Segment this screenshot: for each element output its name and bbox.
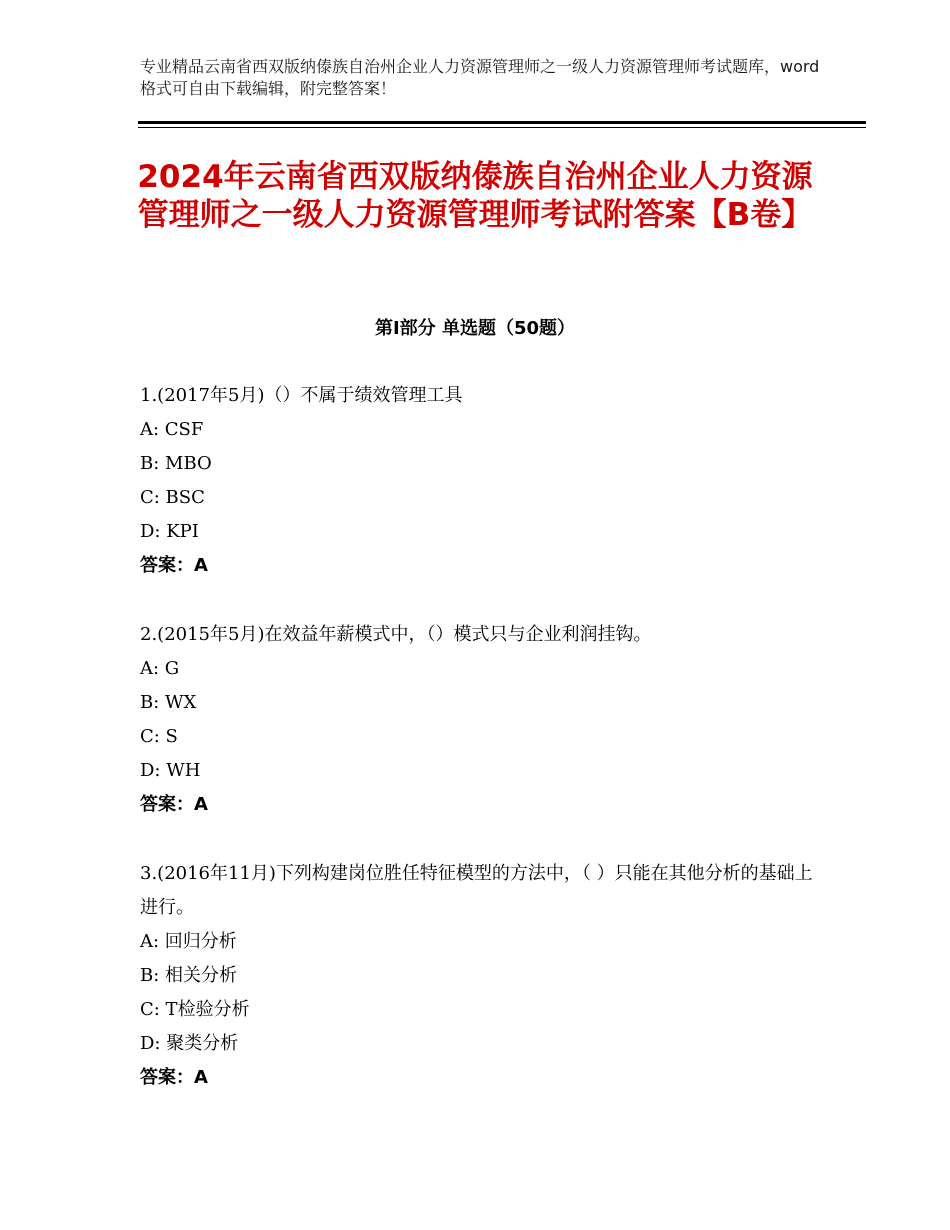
- option-b: B: 相关分析: [140, 965, 238, 986]
- answer: 答案：A: [140, 555, 208, 576]
- section-title: 第Ⅰ部分 单选题（50题）: [374, 318, 575, 339]
- answer: 答案：A: [140, 794, 208, 815]
- question-stem: 2.(2015年5月)在效益年薪模式中，（）模式只与企业利润挂钩。: [140, 624, 652, 645]
- question-block: [140, 379, 820, 583]
- answer: 答案：A: [140, 1067, 208, 1088]
- header-note: 专业精品云南省西双版纳傣族自治州企业人力资源管理师之一级人力资源管理师考试题库，word格式可自由下载编辑，附完整答案！: [140, 57, 820, 98]
- option-a: A: CSF: [140, 419, 204, 440]
- question-block: [140, 857, 820, 1095]
- option-d: D: WH: [140, 760, 201, 781]
- option-a: A: G: [140, 658, 180, 679]
- question-stem: 1.(2017年5月)（）不属于绩效管理工具: [140, 385, 463, 406]
- option-c: C: T检验分析: [140, 999, 250, 1020]
- option-d: D: KPI: [140, 521, 199, 542]
- option-b: B: MBO: [140, 453, 212, 474]
- header-divider-thick: [138, 121, 866, 124]
- option-b: B: WX: [140, 692, 197, 713]
- question-stem: 3.(2016年11月)下列构建岗位胜任特征模型的方法中，（ ）只能在其他分析的基础上进行。: [140, 863, 813, 918]
- option-c: C: S: [140, 726, 178, 747]
- option-a: A: 回归分析: [140, 931, 237, 952]
- header-divider-thin: [138, 127, 866, 128]
- option-d: D: 聚类分析: [140, 1033, 239, 1054]
- question-block: [140, 618, 820, 822]
- option-c: C: BSC: [140, 487, 205, 508]
- document-title: 2024年云南省西双版纳傣族自治州企业人力资源管理师之一级人力资源管理师考试附答案【B卷】: [137, 159, 813, 233]
